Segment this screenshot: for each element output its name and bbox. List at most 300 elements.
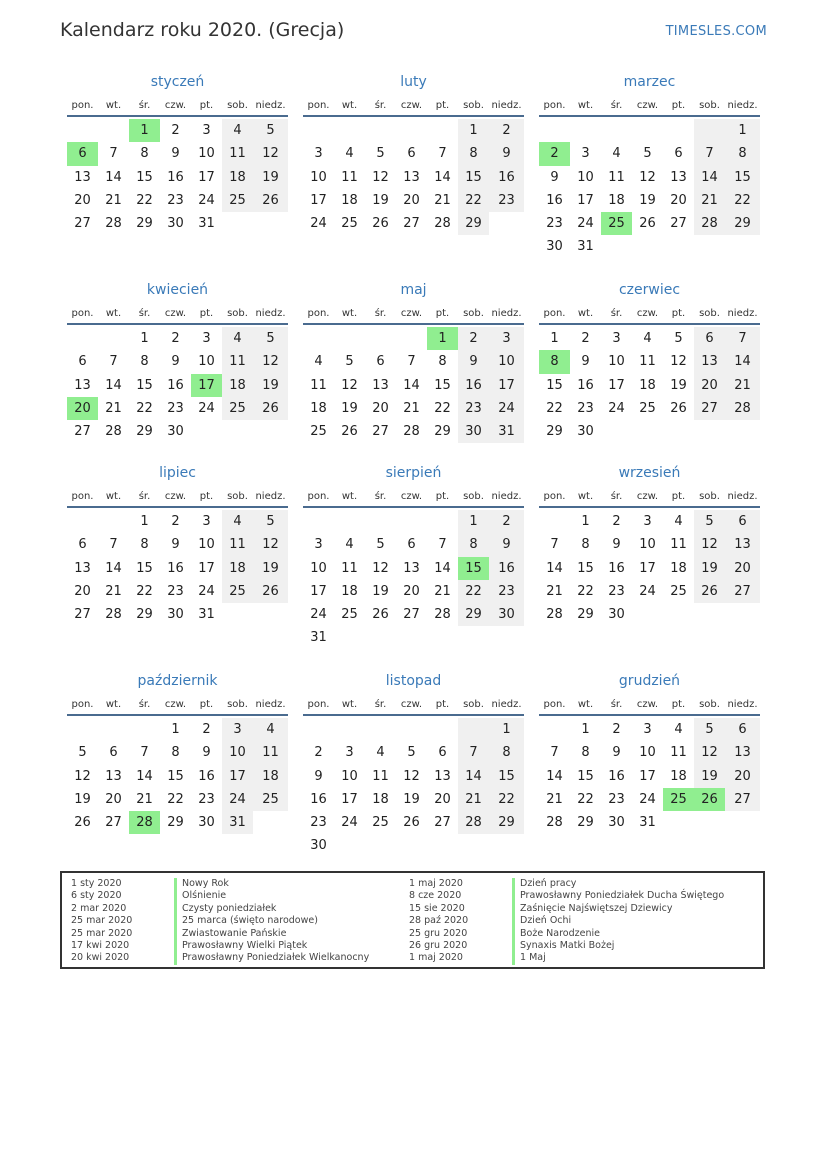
weekday-label: śr. xyxy=(610,307,623,319)
day-cell: 27 xyxy=(74,424,91,440)
day-cell: 23 xyxy=(167,192,184,208)
day-cell: 11 xyxy=(639,354,656,370)
day-cell: 26 xyxy=(403,815,420,831)
day-cell: 9 xyxy=(489,533,524,556)
day-cell: 8 xyxy=(539,350,570,373)
day-cell: 23 xyxy=(489,580,524,603)
empty-cell xyxy=(632,119,663,142)
weekday-label: pt. xyxy=(435,307,450,319)
day-cell: 30 xyxy=(198,815,215,831)
day-cell: 13 xyxy=(725,533,760,556)
day-cell: 8 xyxy=(458,533,489,556)
day-cell: 25 xyxy=(601,212,632,235)
weekday-label: czw. xyxy=(636,698,659,710)
day-cell: 1 xyxy=(129,119,160,142)
day-cell: 1 xyxy=(489,718,524,741)
empty-cell xyxy=(601,119,632,142)
empty-cell xyxy=(539,119,570,142)
legend-holiday-name: Dzień Ochi xyxy=(512,915,571,927)
empty-cell xyxy=(396,718,427,741)
weekday-label: wt. xyxy=(577,99,594,111)
day-cell: 6 xyxy=(407,146,416,162)
day-cell: 26 xyxy=(253,397,288,420)
day-cell: 19 xyxy=(670,377,687,393)
empty-cell xyxy=(396,510,427,533)
weekday-label: sob. xyxy=(463,698,484,710)
day-cell: 18 xyxy=(341,583,358,599)
weekday-label: czw. xyxy=(636,490,659,502)
day-cell: 6 xyxy=(694,327,725,350)
day-cell: 8 xyxy=(725,142,760,165)
legend-holiday-name: Zaśnięcie Najświętszej Dziewicy xyxy=(512,903,673,915)
month-name: listopad xyxy=(385,673,442,689)
day-cell: 25 xyxy=(310,424,327,440)
legend-holiday-name: Zwiastowanie Pańskie xyxy=(174,928,286,940)
empty-cell xyxy=(570,119,601,142)
weekday-label: pt. xyxy=(671,99,686,111)
day-cell: 21 xyxy=(136,791,153,807)
day-cell: 18 xyxy=(670,768,687,784)
empty-cell xyxy=(303,510,334,533)
day-cell: 30 xyxy=(489,603,524,626)
day-cell: 14 xyxy=(403,377,420,393)
legend-row xyxy=(71,940,369,952)
legend-date: 15 sie 2020 xyxy=(409,902,465,914)
day-cell: 25 xyxy=(670,583,687,599)
day-cell: 29 xyxy=(577,815,594,831)
day-cell: 24 xyxy=(608,400,625,416)
day-cell: 25 xyxy=(253,788,288,811)
day-cell: 16 xyxy=(489,166,524,189)
day-cell: 15 xyxy=(577,560,594,576)
day-cell: 12 xyxy=(253,142,288,165)
day-cell: 13 xyxy=(403,560,420,576)
weekday-label: czw. xyxy=(636,307,659,319)
month-block xyxy=(303,463,524,650)
day-cell: 20 xyxy=(372,400,389,416)
month-block xyxy=(67,671,288,834)
weekday-label: pon. xyxy=(307,698,330,710)
day-cell: 24 xyxy=(489,397,524,420)
weekday-label: niedz. xyxy=(727,490,758,502)
day-cell: 12 xyxy=(74,768,91,784)
day-cell: 22 xyxy=(458,189,489,212)
empty-cell xyxy=(67,510,98,533)
month-name: czerwiec xyxy=(618,282,681,298)
day-cell: 18 xyxy=(222,557,253,580)
day-cell: 27 xyxy=(403,216,420,232)
weekday-label: niedz. xyxy=(255,490,286,502)
day-cell: 5 xyxy=(643,146,652,162)
day-cell: 30 xyxy=(458,420,489,443)
day-cell: 21 xyxy=(105,192,122,208)
day-cell: 30 xyxy=(608,815,625,831)
day-cell: 9 xyxy=(581,354,590,370)
day-cell: 29 xyxy=(167,815,184,831)
day-cell: 19 xyxy=(403,791,420,807)
day-cell: 20 xyxy=(74,583,91,599)
day-cell: 12 xyxy=(372,560,389,576)
month-block xyxy=(67,463,288,626)
brand-link[interactable]: TIMESLES.COM xyxy=(665,24,767,39)
day-cell: 5 xyxy=(376,146,385,162)
day-cell: 16 xyxy=(167,560,184,576)
day-cell: 21 xyxy=(105,583,122,599)
day-cell: 4 xyxy=(674,514,683,529)
day-cell: 14 xyxy=(434,560,451,576)
weekday-label: wt. xyxy=(105,490,122,502)
day-cell: 26 xyxy=(670,400,687,416)
day-cell: 22 xyxy=(167,791,184,807)
day-cell: 8 xyxy=(581,537,590,553)
day-cell: 16 xyxy=(577,377,594,393)
empty-cell xyxy=(98,119,129,142)
weekday-header xyxy=(539,486,760,508)
month-name: lipiec xyxy=(159,465,196,481)
weekday-label: wt. xyxy=(577,698,594,710)
day-cell: 3 xyxy=(202,123,211,138)
empty-cell xyxy=(303,718,334,741)
day-cell: 1 xyxy=(458,510,489,533)
day-cell: 28 xyxy=(725,397,760,420)
day-cell: 10 xyxy=(198,354,215,370)
day-cell: 23 xyxy=(167,583,184,599)
day-cell: 10 xyxy=(577,169,594,185)
day-cell: 9 xyxy=(171,354,180,370)
day-cell: 10 xyxy=(310,560,327,576)
day-cell: 9 xyxy=(612,745,621,761)
day-cell: 17 xyxy=(639,768,656,784)
day-cell: 13 xyxy=(74,169,91,185)
weekday-label: śr. xyxy=(138,99,151,111)
day-cell: 17 xyxy=(310,583,327,599)
day-cell: 4 xyxy=(674,722,683,737)
day-cell: 4 xyxy=(222,119,253,142)
day-cell: 7 xyxy=(109,354,118,370)
weekday-label: niedz. xyxy=(727,99,758,111)
day-cell: 10 xyxy=(198,146,215,162)
legend-holiday-name: Czysty poniedziałek xyxy=(174,903,276,915)
day-cell: 21 xyxy=(546,791,563,807)
weekday-label: pt. xyxy=(671,698,686,710)
day-cell: 2 xyxy=(539,142,570,165)
day-cell: 4 xyxy=(612,146,621,162)
day-cell: 7 xyxy=(109,537,118,553)
weekday-label: pt. xyxy=(671,307,686,319)
day-cell: 9 xyxy=(550,169,559,185)
legend-date: 1 sty 2020 xyxy=(71,878,122,889)
weekday-label: sob. xyxy=(699,698,720,710)
legend-row xyxy=(71,928,369,940)
day-cell: 31 xyxy=(310,630,327,646)
empty-cell xyxy=(396,119,427,142)
empty-cell xyxy=(303,119,334,142)
day-cell: 2 xyxy=(314,745,323,761)
weekday-label: sob. xyxy=(227,490,248,502)
legend-row xyxy=(71,915,369,927)
day-cell: 11 xyxy=(670,537,687,553)
day-cell: 23 xyxy=(577,400,594,416)
day-cell: 7 xyxy=(438,537,447,553)
day-cell: 24 xyxy=(577,216,594,232)
day-cell: 16 xyxy=(310,791,327,807)
day-grid xyxy=(67,325,288,443)
day-cell: 28 xyxy=(403,424,420,440)
day-cell: 5 xyxy=(253,119,288,142)
weekday-label: niedz. xyxy=(491,99,522,111)
day-cell: 28 xyxy=(546,815,563,831)
empty-cell xyxy=(458,718,489,741)
day-cell: 25 xyxy=(639,400,656,416)
day-cell: 25 xyxy=(341,216,358,232)
day-cell: 6 xyxy=(78,354,87,370)
day-cell: 1 xyxy=(581,722,590,737)
day-cell: 7 xyxy=(550,537,559,553)
day-cell: 16 xyxy=(608,560,625,576)
weekday-label: pt. xyxy=(199,307,214,319)
weekday-label: pt. xyxy=(199,490,214,502)
weekday-label: śr. xyxy=(138,698,151,710)
day-cell: 11 xyxy=(341,560,358,576)
day-cell: 29 xyxy=(136,424,153,440)
day-cell: 12 xyxy=(670,354,687,370)
weekday-header xyxy=(67,95,288,117)
day-cell: 1 xyxy=(140,514,149,529)
day-cell: 7 xyxy=(725,327,760,350)
day-cell: 22 xyxy=(136,192,153,208)
day-cell: 14 xyxy=(105,169,122,185)
day-cell: 13 xyxy=(670,169,687,185)
empty-cell xyxy=(396,327,427,350)
day-cell: 27 xyxy=(105,815,122,831)
empty-cell xyxy=(98,510,129,533)
day-cell: 22 xyxy=(458,580,489,603)
day-cell: 26 xyxy=(639,216,656,232)
day-cell: 18 xyxy=(670,560,687,576)
weekday-label: pt. xyxy=(435,698,450,710)
day-cell: 26 xyxy=(341,424,358,440)
legend-row xyxy=(409,952,724,964)
day-cell: 26 xyxy=(372,607,389,623)
day-cell: 27 xyxy=(74,607,91,623)
day-cell: 24 xyxy=(310,607,327,623)
day-cell: 2 xyxy=(171,514,180,529)
weekday-header xyxy=(303,486,524,508)
month-block xyxy=(303,280,524,443)
day-cell: 24 xyxy=(222,788,253,811)
day-cell: 19 xyxy=(253,166,288,189)
day-cell: 11 xyxy=(341,169,358,185)
day-cell: 28 xyxy=(694,212,725,235)
day-cell: 27 xyxy=(694,397,725,420)
day-cell: 11 xyxy=(608,169,625,185)
month-name: kwiecień xyxy=(146,282,209,298)
day-cell: 7 xyxy=(458,741,489,764)
weekday-label: śr. xyxy=(374,698,387,710)
day-cell: 14 xyxy=(546,560,563,576)
day-cell: 20 xyxy=(403,192,420,208)
day-cell: 17 xyxy=(198,169,215,185)
day-cell: 15 xyxy=(136,560,153,576)
day-cell: 23 xyxy=(198,791,215,807)
day-cell: 21 xyxy=(105,400,122,416)
day-cell: 21 xyxy=(458,788,489,811)
day-cell: 28 xyxy=(105,424,122,440)
day-grid xyxy=(67,117,288,235)
month-block xyxy=(303,671,524,858)
day-cell: 9 xyxy=(489,142,524,165)
legend-holiday-name: Nowy Rok xyxy=(174,878,229,890)
day-cell: 19 xyxy=(74,791,91,807)
day-cell: 1 xyxy=(725,119,760,142)
day-cell: 13 xyxy=(105,768,122,784)
legend-row xyxy=(409,878,724,890)
weekday-label: pon. xyxy=(543,490,566,502)
day-cell: 4 xyxy=(345,146,354,162)
weekday-label: niedz. xyxy=(255,99,286,111)
day-cell: 10 xyxy=(639,745,656,761)
legend-date: 25 gru 2020 xyxy=(409,927,468,939)
weekday-label: czw. xyxy=(164,698,187,710)
day-cell: 21 xyxy=(434,192,451,208)
day-cell: 30 xyxy=(167,607,184,623)
weekday-label: śr. xyxy=(374,99,387,111)
day-cell: 1 xyxy=(581,514,590,529)
day-cell: 20 xyxy=(74,192,91,208)
month-name: luty xyxy=(400,74,427,90)
day-cell: 3 xyxy=(612,331,621,346)
day-cell: 24 xyxy=(639,791,656,807)
weekday-label: wt. xyxy=(341,307,358,319)
day-cell: 5 xyxy=(674,331,683,346)
legend-date: 28 paź 2020 xyxy=(409,915,469,927)
day-cell: 26 xyxy=(372,216,389,232)
day-cell: 1 xyxy=(550,331,559,346)
day-cell: 17 xyxy=(489,374,524,397)
empty-cell xyxy=(365,718,396,741)
weekday-label: niedz. xyxy=(491,698,522,710)
day-cell: 14 xyxy=(105,560,122,576)
day-grid xyxy=(539,325,760,443)
day-cell: 14 xyxy=(434,169,451,185)
weekday-label: czw. xyxy=(400,99,423,111)
weekday-label: wt. xyxy=(341,698,358,710)
day-cell: 27 xyxy=(670,216,687,232)
day-cell: 4 xyxy=(253,718,288,741)
day-cell: 16 xyxy=(489,557,524,580)
weekday-label: śr. xyxy=(374,490,387,502)
day-cell: 3 xyxy=(314,146,323,162)
day-cell: 6 xyxy=(725,718,760,741)
month-name: grudzień xyxy=(618,673,681,689)
day-cell: 31 xyxy=(222,811,253,834)
legend-date: 6 sty 2020 xyxy=(71,890,122,902)
weekday-label: czw. xyxy=(400,490,423,502)
day-cell: 28 xyxy=(105,216,122,232)
day-cell: 9 xyxy=(171,146,180,162)
weekday-label: czw. xyxy=(400,307,423,319)
day-cell: 21 xyxy=(546,583,563,599)
weekday-label: śr. xyxy=(138,307,151,319)
day-cell: 9 xyxy=(314,768,323,784)
day-cell: 19 xyxy=(253,374,288,397)
day-cell: 30 xyxy=(608,607,625,623)
weekday-label: pon. xyxy=(307,99,330,111)
legend-date: 25 mar 2020 xyxy=(71,927,133,939)
day-cell: 27 xyxy=(725,580,760,603)
day-cell: 17 xyxy=(222,765,253,788)
month-block xyxy=(67,280,288,443)
day-cell: 4 xyxy=(376,745,385,761)
day-cell: 10 xyxy=(198,537,215,553)
day-cell: 14 xyxy=(458,765,489,788)
weekday-label: czw. xyxy=(164,99,187,111)
day-cell: 22 xyxy=(577,583,594,599)
day-cell: 18 xyxy=(310,400,327,416)
day-cell: 19 xyxy=(639,192,656,208)
day-cell: 25 xyxy=(372,815,389,831)
day-cell: 12 xyxy=(341,377,358,393)
day-cell: 28 xyxy=(434,607,451,623)
day-cell: 6 xyxy=(109,745,118,761)
day-grid xyxy=(303,716,524,858)
legend-row xyxy=(71,903,369,915)
day-cell: 29 xyxy=(546,424,563,440)
day-cell: 24 xyxy=(639,583,656,599)
day-cell: 31 xyxy=(577,239,594,255)
empty-cell xyxy=(663,119,694,142)
day-cell: 24 xyxy=(310,216,327,232)
day-grid xyxy=(303,508,524,650)
day-cell: 30 xyxy=(310,838,327,854)
day-cell: 25 xyxy=(222,580,253,603)
day-cell: 26 xyxy=(253,189,288,212)
day-cell: 19 xyxy=(694,557,725,580)
empty-cell xyxy=(427,718,458,741)
weekday-label: pt. xyxy=(671,490,686,502)
weekday-label: pt. xyxy=(435,490,450,502)
empty-cell xyxy=(539,510,570,533)
empty-cell xyxy=(67,718,98,741)
day-cell: 14 xyxy=(136,768,153,784)
day-cell: 11 xyxy=(222,142,253,165)
day-cell: 27 xyxy=(725,788,760,811)
day-cell: 28 xyxy=(129,811,160,834)
day-cell: 3 xyxy=(202,331,211,346)
day-cell: 10 xyxy=(489,350,524,373)
day-cell: 19 xyxy=(372,583,389,599)
weekday-label: niedz. xyxy=(491,307,522,319)
day-cell: 2 xyxy=(612,722,621,737)
empty-cell xyxy=(303,327,334,350)
weekday-label: wt. xyxy=(341,99,358,111)
day-cell: 2 xyxy=(581,331,590,346)
month-block xyxy=(539,463,760,626)
day-cell: 13 xyxy=(694,350,725,373)
day-cell: 6 xyxy=(67,142,98,165)
weekday-label: sob. xyxy=(699,99,720,111)
day-cell: 16 xyxy=(546,192,563,208)
day-cell: 10 xyxy=(310,169,327,185)
empty-cell xyxy=(129,718,160,741)
day-cell: 11 xyxy=(253,741,288,764)
day-cell: 25 xyxy=(222,397,253,420)
legend-row xyxy=(71,890,369,902)
day-cell: 11 xyxy=(670,745,687,761)
weekday-label: czw. xyxy=(164,307,187,319)
legend-holiday-name: Olśnienie xyxy=(174,890,226,902)
day-cell: 7 xyxy=(109,146,118,162)
